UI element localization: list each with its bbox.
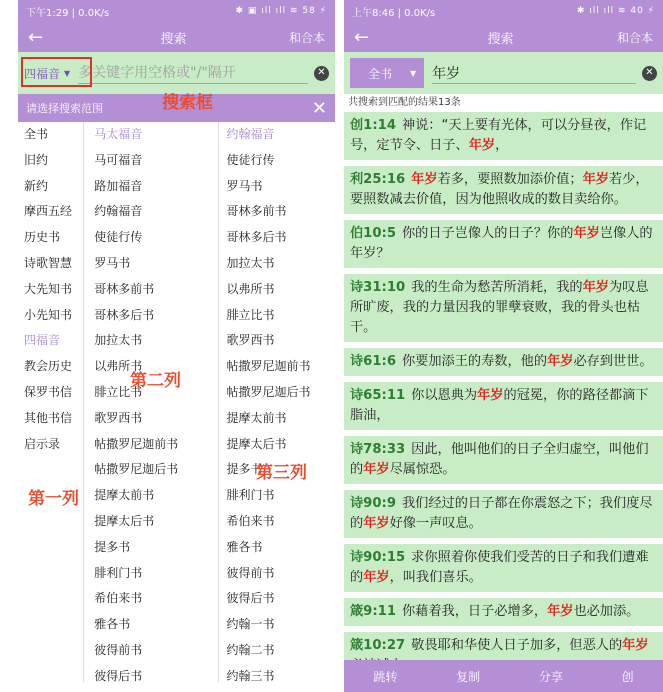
verse-text: 若多，要照数加添价值； — [437, 172, 583, 187]
verse-reference[interactable]: 创1:14 — [350, 118, 396, 133]
toolbar-button-2[interactable]: 分享 — [538, 669, 563, 684]
result-count: 共搜索到匹配的结果13条 — [348, 97, 461, 108]
toolbar-button-0[interactable]: 跳转 — [373, 669, 398, 684]
column-3 — [219, 122, 336, 682]
verse-text: 你的日子岂像人的日子？你的 — [402, 226, 574, 241]
col2-item[interactable]: 希伯来书 — [94, 591, 143, 606]
col2-item[interactable]: 马太福音 — [94, 127, 143, 141]
verse-reference[interactable]: 伯10:5 — [350, 226, 396, 241]
col2-item[interactable]: 提摩太后书 — [94, 513, 155, 528]
col3-item[interactable]: 腓利门书 — [226, 488, 275, 503]
col1-item[interactable]: 旧约 — [24, 152, 49, 167]
clear-icon[interactable]: ✕ — [314, 66, 329, 81]
keyword-highlight: 年岁 — [547, 354, 574, 369]
verse-text: 也必加添。 — [573, 604, 640, 619]
title-bar — [18, 22, 335, 52]
back-arrow-icon[interactable]: ← — [28, 26, 44, 48]
col3-item[interactable]: 以弗所书 — [226, 281, 275, 296]
verse-text: 的冠冕，你的路径都滴下脂油， — [350, 388, 649, 423]
close-icon[interactable]: ✕ — [311, 97, 327, 119]
verse-text: 你藉着我，日子必增多， — [402, 604, 548, 619]
verse-text: 尽属惊恐。 — [389, 462, 456, 477]
search-bar — [344, 52, 663, 94]
verse-text: 为叹息所旷废，我的力量因我的罪孽衰败，我的骨头也枯干。 — [350, 280, 649, 335]
col3-item[interactable]: 提多书 — [226, 462, 263, 477]
col3-item[interactable]: 彼得后书 — [226, 591, 275, 606]
status-bar — [18, 0, 335, 22]
result-card[interactable] — [344, 274, 663, 342]
verse-text: 我的生命为愁苦所消耗，我的 — [411, 280, 583, 295]
scope-dropdown[interactable] — [350, 58, 424, 88]
verse-reference[interactable]: 诗78:33 — [350, 442, 406, 457]
verse-reference[interactable]: 诗31:10 — [350, 280, 406, 295]
verse-text: 敬畏耶和华使人日子加多，但恶人的 — [411, 638, 623, 653]
col1-item[interactable]: 保罗书信 — [24, 384, 73, 399]
col1-item[interactable]: 其他书信 — [24, 410, 73, 425]
annotation-col3: 第三列 — [256, 463, 307, 483]
verse-reference[interactable]: 箴9:11 — [350, 604, 396, 619]
result-card[interactable] — [344, 436, 663, 484]
col3-item[interactable]: 约翰福音 — [226, 127, 275, 141]
result-card[interactable] — [344, 220, 663, 268]
result-card[interactable] — [344, 112, 663, 160]
scope-label: 四福音 — [24, 66, 61, 81]
title-bar — [344, 22, 663, 52]
results-list — [344, 112, 663, 668]
verse-text: 岂像人的年岁？ — [350, 226, 653, 261]
result-card[interactable] — [344, 166, 663, 214]
col3-item[interactable]: 约翰二书 — [226, 642, 275, 657]
verse-reference[interactable]: 诗61:6 — [350, 354, 396, 369]
col3-item[interactable]: 约翰三书 — [226, 668, 275, 683]
page-title: 搜索 — [487, 31, 514, 47]
col3-item[interactable]: 提摩太后书 — [226, 436, 287, 451]
col2-item[interactable]: 彼得前书 — [94, 642, 143, 657]
column-1 — [18, 122, 83, 682]
col1-item[interactable]: 启示录 — [24, 436, 61, 451]
col3-item[interactable]: 哥林多后书 — [226, 230, 287, 245]
col2-item[interactable]: 约翰福音 — [94, 204, 143, 219]
status-icons: ✱ ıll ıll ≋ 40 ⚡ — [576, 6, 655, 16]
keyword-highlight: 年岁 — [363, 516, 390, 531]
col3-item[interactable]: 帖撒罗尼迦前书 — [226, 359, 311, 374]
col2-item[interactable]: 帖撒罗尼迦后书 — [94, 462, 179, 477]
col3-item[interactable]: 腓立比书 — [226, 307, 275, 322]
col2-item[interactable]: 罗马书 — [94, 255, 131, 270]
status-icons: ✱ ▣ ıll ıll ≋ 58 ⚡ — [235, 6, 327, 16]
clear-icon[interactable]: ✕ — [642, 66, 657, 81]
col1-item[interactable]: 摩西五经 — [24, 204, 73, 219]
col1-item[interactable]: 教会历史 — [24, 359, 73, 374]
right-screen — [344, 0, 663, 692]
verse-text: 神说：“天上要有光体，可以分昼夜，作记号，定节令、日子、 — [350, 118, 647, 153]
verse-reference[interactable]: 诗90:9 — [350, 496, 396, 511]
version-button[interactable]: 和合本 — [616, 30, 653, 45]
col3-item[interactable]: 哥林多前书 — [226, 204, 287, 219]
col2-item[interactable]: 路加福音 — [94, 178, 143, 193]
keyword-highlight: 年岁 — [411, 172, 438, 187]
keyword-highlight: 年岁 — [363, 570, 390, 585]
result-card[interactable] — [344, 348, 663, 376]
col2-item[interactable]: 提摩太前书 — [94, 488, 155, 503]
scope-label: 全书 — [368, 66, 393, 81]
result-card[interactable] — [344, 598, 663, 626]
keyword-highlight: 年岁 — [573, 226, 600, 241]
col3-item[interactable]: 彼得前书 — [226, 565, 275, 580]
toolbar-button-3[interactable]: 创 — [621, 669, 634, 684]
verse-text: 我们经过的日子都在你震怒之下；我们度尽的 — [350, 496, 653, 531]
verse-text: 因此，他叫他们的日子全归虚空，叫他们的 — [350, 442, 649, 477]
verse-text: 你以恩典为 — [411, 388, 478, 403]
left-screen — [18, 0, 335, 692]
col3-item[interactable]: 提摩太前书 — [226, 410, 287, 425]
keyword-highlight: 年岁 — [582, 172, 609, 187]
verse-reference[interactable]: 利25:16 — [350, 172, 406, 187]
annotation-col2: 第二列 — [130, 371, 181, 391]
verse-text: 好像一声叹息。 — [389, 516, 482, 531]
search-input[interactable] — [78, 63, 308, 84]
col2-item[interactable]: 雅各书 — [94, 617, 131, 632]
keyword-highlight: 年岁 — [547, 604, 574, 619]
col1-item[interactable]: 全书 — [24, 127, 49, 141]
col2-item[interactable]: 以弗所书 — [94, 359, 143, 374]
col2-item[interactable]: 哥林多前书 — [94, 281, 155, 296]
verse-reference[interactable]: 箴10:27 — [350, 638, 406, 653]
bottom-toolbar — [344, 660, 663, 692]
result-card[interactable] — [344, 490, 663, 538]
col1-item[interactable]: 历史书 — [24, 230, 61, 245]
annotation-box — [21, 57, 92, 87]
status-time: 上午8:46 | 0.0K/s — [352, 7, 436, 19]
col3-item[interactable]: 加拉太书 — [226, 255, 275, 270]
col3-item[interactable]: 使徒行传 — [226, 152, 275, 167]
range-columns — [18, 122, 335, 682]
verse-text: ，叫我们喜乐。 — [389, 570, 482, 585]
result-card[interactable] — [344, 544, 663, 592]
col2-item[interactable]: 彼得后书 — [94, 668, 143, 683]
col2-item[interactable]: 马可福音 — [94, 152, 143, 167]
page-title: 搜索 — [160, 31, 187, 47]
verse-text: 若少，要照数减去价值，因为他照收成的数目卖给你。 — [350, 172, 649, 207]
annotation-searchbox: 搜索框 — [162, 93, 213, 113]
verse-text: 你要加添王的寿数，他的 — [402, 354, 548, 369]
col2-item[interactable]: 腓立比书 — [94, 384, 143, 399]
col1-item[interactable]: 大先知书 — [24, 281, 73, 296]
annotation-col1: 第一列 — [28, 489, 79, 509]
dropdown-arrow-icon: ▼ — [64, 68, 71, 78]
col2-item[interactable]: 使徒行传 — [94, 230, 143, 245]
keyword-highlight: 年岁 — [468, 138, 496, 153]
dropdown-arrow-icon: ▼ — [410, 68, 417, 78]
version-button[interactable]: 和合本 — [288, 30, 325, 45]
col1-item[interactable]: 小先知书 — [24, 307, 73, 322]
keyword-highlight: 年岁 — [477, 388, 504, 403]
col1-item[interactable]: 四福音 — [24, 333, 61, 348]
keyword-highlight: 年岁 — [363, 462, 390, 477]
range-label: 请选择搜索范围 — [26, 102, 103, 115]
col2-item[interactable]: 提多书 — [94, 539, 131, 554]
keyword-highlight: 年岁 — [622, 638, 649, 653]
col1-item[interactable]: 诗歌智慧 — [24, 255, 73, 270]
verse-text: 求你照着你使我们受苦的日子和我们遭难的 — [350, 550, 649, 585]
col3-item[interactable]: 雅各书 — [226, 539, 263, 554]
col3-item[interactable]: 帖撒罗尼迦后书 — [226, 384, 311, 399]
toolbar-button-1[interactable]: 复制 — [456, 669, 481, 684]
col3-item[interactable]: 希伯来书 — [226, 513, 275, 528]
verse-reference[interactable]: 诗65:11 — [350, 388, 406, 403]
back-arrow-icon[interactable]: ← — [354, 26, 370, 48]
col2-item[interactable]: 腓利门书 — [94, 565, 143, 580]
col2-item[interactable]: 加拉太书 — [94, 333, 143, 348]
col3-item[interactable]: 歌罗西书 — [226, 333, 275, 348]
verse-text: ， — [495, 138, 509, 153]
search-input[interactable] — [432, 63, 636, 84]
result-card[interactable] — [344, 382, 663, 430]
col1-item[interactable]: 新约 — [24, 178, 49, 193]
verse-reference[interactable]: 诗90:15 — [350, 550, 406, 565]
col2-item[interactable]: 帖撒罗尼迦前书 — [94, 436, 179, 451]
col3-item[interactable]: 约翰一书 — [226, 617, 275, 632]
col2-item[interactable]: 歌罗西书 — [94, 410, 143, 425]
status-bar — [344, 0, 663, 22]
keyword-highlight: 年岁 — [582, 280, 609, 295]
status-time: 下午1:29 | 0.0K/s — [26, 7, 110, 19]
col2-item[interactable]: 哥林多后书 — [94, 307, 155, 322]
col3-item[interactable]: 罗马书 — [226, 178, 263, 193]
column-2 — [83, 122, 218, 682]
verse-text: 必存到世世。 — [573, 354, 653, 369]
